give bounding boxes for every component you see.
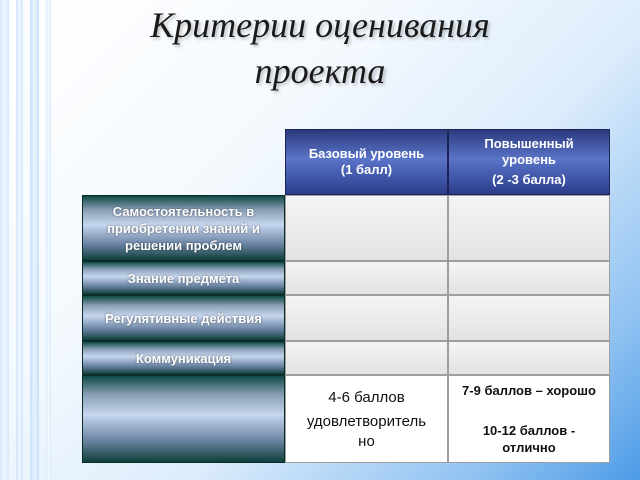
basic-total-grade [286, 412, 447, 452]
cell-basic-total [285, 375, 448, 463]
header-advanced-points: (2 -3 балла) [492, 172, 566, 187]
basic-total-points: 4-6 баллов [328, 389, 405, 406]
advanced-total-excellent: 10-12 баллов - отлично [482, 423, 576, 455]
stripe [0, 0, 9, 480]
header-basic-level [285, 129, 448, 195]
header-advanced-label-1: Повышенный [484, 136, 574, 151]
cell-advanced-communication [448, 341, 610, 375]
cell-basic-communication [285, 341, 448, 375]
basic-total-grade-line-1: удовлетворитель [306, 413, 427, 430]
row-label-subject-knowledge: Знание предмета [82, 261, 285, 295]
slide-title [80, 2, 560, 94]
cell-advanced-subject-knowledge [448, 261, 610, 295]
header-advanced-label-2: уровень [502, 152, 556, 167]
cell-basic-independence [285, 195, 448, 261]
title-line-1: Критерии оценивания [150, 5, 490, 45]
title-line-2: проекта [254, 51, 386, 91]
cell-basic-regulatory-actions [285, 295, 448, 341]
decorative-stripes [0, 0, 60, 480]
header-advanced-level [448, 129, 610, 195]
cell-advanced-regulatory-actions [448, 295, 610, 341]
cell-basic-subject-knowledge [285, 261, 448, 295]
row-label-totals [82, 375, 285, 463]
cell-advanced-total [448, 375, 610, 463]
header-basic-label: Базовый уровень [308, 146, 425, 161]
cell-advanced-independence [448, 195, 610, 261]
row-label-communication: Коммуникация [82, 341, 285, 375]
row-label-independence: Самостоятельность в приобретении знаний и решении проблем [82, 195, 285, 261]
header-basic-points: (1 балл) [340, 162, 393, 177]
advanced-total-good: 7-9 баллов – хорошо [462, 383, 596, 398]
stripe [46, 0, 51, 480]
row-label-regulatory-actions: Регулятивные действия [82, 295, 285, 341]
stripe [30, 0, 39, 480]
stripe [16, 0, 23, 480]
basic-total-grade-line-2: но [358, 433, 375, 450]
